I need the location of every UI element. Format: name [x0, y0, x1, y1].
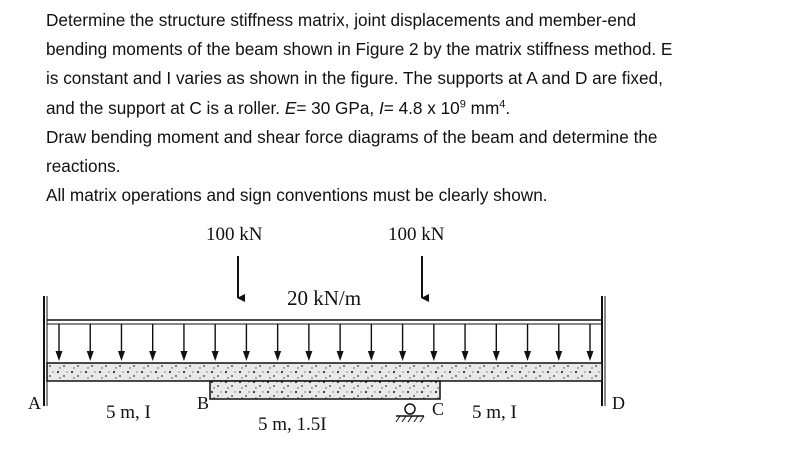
load-label-right: 100 kN: [388, 224, 445, 245]
udl-arrow-head: [305, 351, 312, 361]
udl-arrow-head: [524, 351, 531, 361]
problem-line-6: reactions.: [46, 156, 121, 177]
udl-arrow-head: [462, 351, 469, 361]
udl-arrow-head: [587, 351, 594, 361]
problem-line-7: All matrix operations and sign conventions must be clearly shown.: [46, 185, 548, 206]
node-label-d: D: [612, 393, 625, 413]
udl-arrow-head: [430, 351, 437, 361]
problem-line-5: Draw bending moment and shear force diagrams of the beam and determine the: [46, 126, 658, 147]
i-unit: mm: [465, 97, 500, 118]
i-exponent: 9: [459, 97, 466, 110]
i-symbol: I: [378, 97, 384, 118]
distributed-load-label: 20 kN/m: [287, 286, 362, 310]
problem-line-2: bending moments of the beam shown in Figure 2 by the matrix stiffness method. E: [46, 39, 673, 60]
node-label-c: C: [432, 399, 445, 419]
udl-arrow-head: [337, 351, 344, 361]
problem-line-4: [46, 94, 776, 123]
i-value: = 4.8 x 10: [383, 97, 460, 118]
problem-statement: [46, 6, 776, 210]
span-label-cd: 5 m, I: [472, 402, 517, 423]
node-label-b: B: [197, 393, 210, 413]
e-value: = 30 GPa,: [296, 97, 379, 118]
fixed-support-d: [602, 296, 605, 406]
udl-arrow-head: [56, 351, 63, 361]
problem-line-1: Determine the structure stiffness matrix, joint displacements and member-end: [46, 10, 637, 30]
span-label-ab: 5 m, I: [106, 402, 151, 423]
beam-section-constant: [47, 363, 602, 381]
problem-line-3: is constant and I varies as shown in the figure. The supports at A and D are fixed,: [46, 68, 663, 89]
udl-arrow-head: [368, 351, 375, 361]
span-label-bc: 5 m, 1.5I: [258, 414, 327, 435]
beam-diagram-svg: [0, 210, 788, 454]
udl-arrows: [56, 324, 594, 361]
udl-arrow-head: [149, 351, 156, 361]
e-symbol: E: [284, 97, 297, 118]
udl-arrow-head: [555, 351, 562, 361]
load-label-left: 100 kN: [206, 224, 263, 245]
beam-figure: [0, 210, 788, 454]
beam: [47, 363, 602, 399]
udl-arrow-head: [180, 351, 187, 361]
line4-prefix: and the support at C is a roller.: [46, 97, 285, 118]
distributed-load: [47, 320, 602, 361]
udl-arrow-head: [212, 351, 219, 361]
beam-section-deep: [210, 381, 440, 399]
udl-arrow-head: [493, 351, 500, 361]
udl-arrow-head: [243, 351, 250, 361]
udl-arrow-head: [399, 351, 406, 361]
roller-support-c: [396, 404, 424, 422]
i-unit-exponent: 4: [499, 97, 506, 110]
udl-arrow-head: [87, 351, 94, 361]
fixed-support-a: [44, 296, 47, 406]
node-label-a: A: [28, 393, 41, 413]
udl-arrow-head: [118, 351, 125, 361]
udl-arrow-head: [274, 351, 281, 361]
i-end: .: [505, 97, 511, 118]
